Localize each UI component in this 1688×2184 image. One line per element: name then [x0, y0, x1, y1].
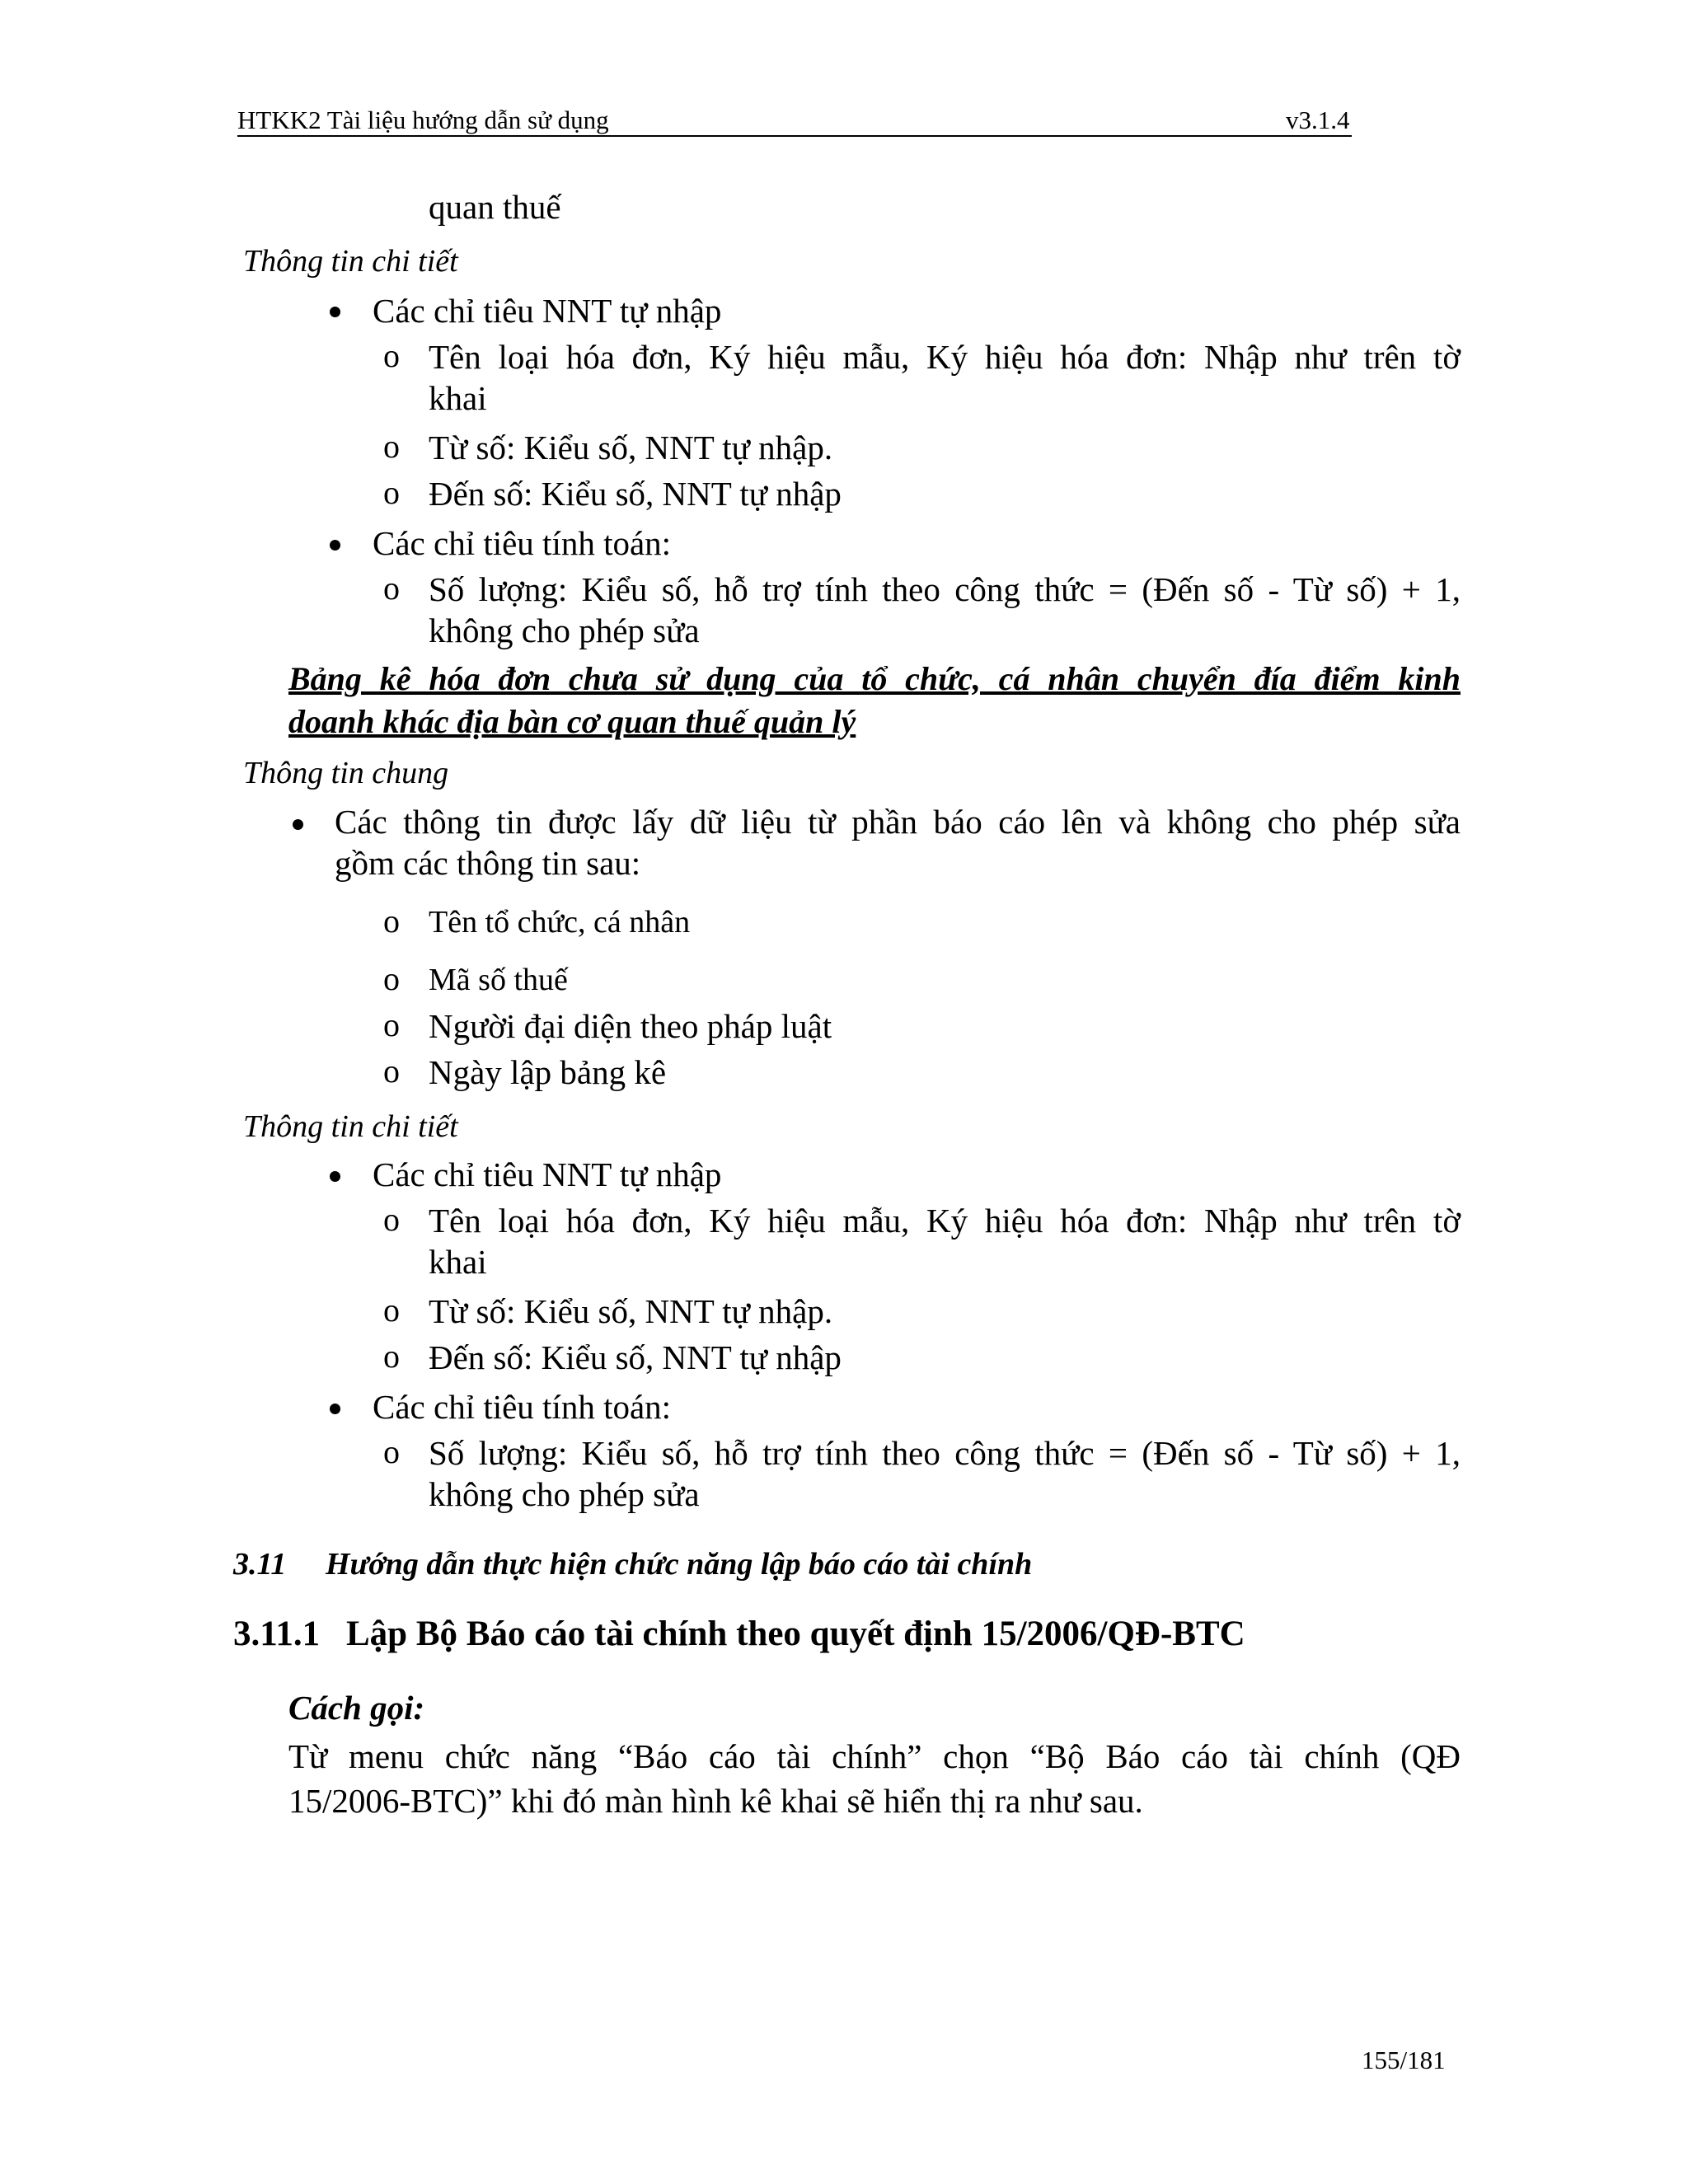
how-to-call-text-continuation: 15/2006-BTC)” khi đó màn hình kê khai sẽ hiển thị ra như sau. — [288, 1782, 1143, 1820]
how-to-call-label: Cách gọi: — [288, 1689, 425, 1727]
list-item-continuation: khai — [429, 379, 487, 417]
list-item: Đến số: Kiểu số, NNT tự nhập — [429, 475, 842, 513]
list-item: Mã số thuế — [429, 963, 568, 997]
bullet-icon — [330, 307, 340, 317]
list-item-continuation: khai — [429, 1243, 487, 1281]
bullet-icon — [330, 1171, 340, 1182]
circle-bullet-icon: o — [383, 474, 400, 511]
list-item: Từ số: Kiểu số, NNT tự nhập. — [429, 429, 833, 466]
list-item: Số lượng: Kiểu số, hỗ trợ tính theo công thức = (Đến số - Từ số) + 1, — [429, 1434, 1461, 1472]
circle-bullet-icon: o — [383, 902, 400, 940]
list-item-continuation: không cho phép sửa — [429, 1475, 700, 1513]
continuation-text: quan thuế — [429, 188, 561, 226]
header-version: v3.1.4 — [1286, 105, 1350, 134]
list-item: Ngày lập bảng kê — [429, 1053, 667, 1091]
list-item: Tên tổ chức, cá nhân — [429, 905, 691, 940]
page-number: 155/181 — [1362, 2046, 1446, 2074]
bullet-icon — [330, 1404, 340, 1414]
section-heading-continuation: doanh khác địa bàn cơ quan thuế quản lý — [288, 703, 856, 740]
header-doc-title: HTKK2 Tài liệu hướng dẫn sử dụng — [237, 105, 609, 134]
detail-info-label: Thông tin chi tiết — [243, 1109, 458, 1144]
how-to-call-text: Từ menu chức năng “Báo cáo tài chính” chọn “Bộ Báo cáo tài chính (QĐ — [288, 1737, 1461, 1775]
circle-bullet-icon: o — [383, 569, 400, 607]
section-heading: Bảng kê hóa đơn chưa sử dụng của tổ chức, cá nhân chuyển đía điểm kinh — [288, 660, 1461, 697]
calc-indicators-label: Các chỉ tiêu tính toán: — [373, 1388, 672, 1426]
list-item: Tên loại hóa đơn, Ký hiệu mẫu, Ký hiệu hóa đơn: Nhập như trên tờ — [429, 1202, 1461, 1240]
list-item-continuation: không cho phép sửa — [429, 612, 700, 649]
circle-bullet-icon: o — [383, 1006, 400, 1043]
input-indicators-label: Các chỉ tiêu NNT tự nhập — [373, 1155, 722, 1193]
bullet-icon — [293, 819, 303, 830]
section-number: 3.11 — [233, 1547, 287, 1582]
subsection-title: Lập Bộ Báo cáo tài chính theo quyết định 15/2006/QĐ-BTC — [346, 1615, 1245, 1653]
input-indicators-label: Các chỉ tiêu NNT tự nhập — [373, 292, 722, 330]
circle-bullet-icon: o — [383, 1052, 400, 1090]
general-info-text-continuation: gồm các thông tin sau: — [335, 844, 641, 882]
header-rule — [237, 135, 1352, 137]
circle-bullet-icon: o — [383, 1201, 400, 1238]
list-item: Đến số: Kiểu số, NNT tự nhập — [429, 1338, 842, 1376]
circle-bullet-icon: o — [383, 960, 400, 997]
detail-info-label: Thông tin chi tiết — [243, 244, 458, 279]
circle-bullet-icon: o — [383, 337, 400, 374]
calc-indicators-label: Các chỉ tiêu tính toán: — [373, 524, 672, 562]
list-item: Từ số: Kiểu số, NNT tự nhập. — [429, 1292, 833, 1330]
circle-bullet-icon: o — [383, 428, 400, 465]
list-item: Tên loại hóa đơn, Ký hiệu mẫu, Ký hiệu hóa đơn: Nhập như trên tờ — [429, 338, 1461, 376]
general-info-label: Thông tin chung — [243, 756, 449, 790]
list-item: Số lượng: Kiểu số, hỗ trợ tính theo công thức = (Đến số - Từ số) + 1, — [429, 570, 1461, 608]
bullet-icon — [330, 540, 340, 551]
circle-bullet-icon: o — [383, 1338, 400, 1375]
circle-bullet-icon: o — [383, 1433, 400, 1470]
section-title: Hướng dẫn thực hiện chức năng lập báo cáo tài chính — [326, 1547, 1033, 1582]
circle-bullet-icon: o — [383, 1291, 400, 1329]
general-info-text: Các thông tin được lấy dữ liệu từ phần báo cáo lên và không cho phép sửa — [335, 803, 1461, 841]
list-item: Người đại diện theo pháp luật — [429, 1007, 832, 1045]
subsection-number: 3.11.1 — [233, 1615, 321, 1653]
